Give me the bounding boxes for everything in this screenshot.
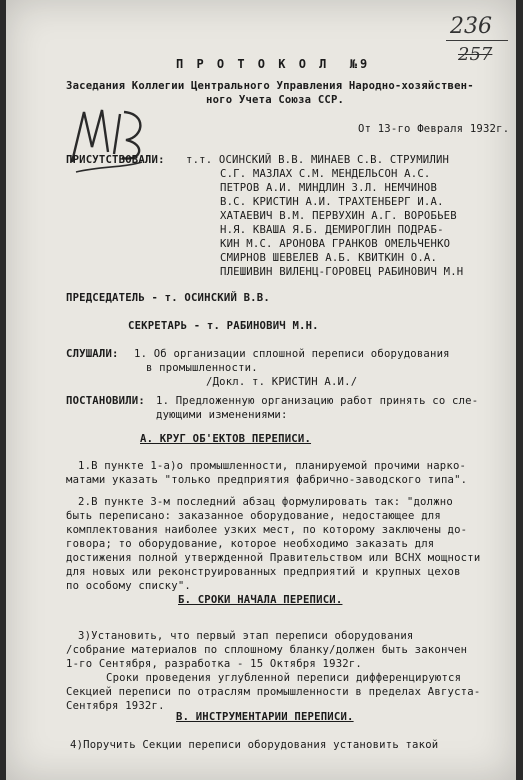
attendees-line: ПЛЕШИВИН ВИЛЕНЦ-ГОРОВЕЦ РАБИНОВИЧ М.Н [220, 266, 464, 278]
para2-line: говора; то оборудование, которое необходимо заказать для [66, 538, 435, 550]
section-a-heading: А. КРУГ ОБ'ЕКТОВ ПЕРЕПИСИ. [140, 433, 312, 445]
attendees-line: С.Г. МАЗЛАХ С.М. МЕНДЕЛЬСОН А.С. [220, 168, 431, 180]
protocol-title: П Р О Т О К О Л №9 [176, 57, 371, 71]
archive-number-top: 236 [450, 14, 492, 39]
para3-line: 3)Установить, что первый этап переписи оборудования [78, 630, 414, 642]
chairman-line: ПРЕДСЕДАТЕЛЬ - т. ОСИНСКИЙ В.В. [66, 292, 270, 304]
para2-line: комплектования наиболее узких мест, по которому заключены до- [66, 524, 468, 536]
para4-line: Сентября 1932г. [66, 700, 165, 712]
attendees-line: В.С. КРИСТИН А.И. ТРАХТЕНБЕРГ И.А. [220, 196, 444, 208]
resolved-line: дующими изменениями: [156, 409, 288, 421]
heard-line: 1. Об организации сплошной переписи оборудования [134, 348, 450, 360]
attendees-line: ПЕТРОВ А.И. МИНДЛИН З.Л. НЕМЧИНОВ [220, 182, 438, 194]
attendees-line: СМИРНОВ ШЕВЕЛЕВ А.Б. КВИТКИН О.А. [220, 252, 438, 264]
para2-line: 2.В пункте 3-м последний абзац формулировать так: "должно [78, 496, 453, 508]
attendees-line: КИН М.С. АРОНОВА ГРАНКОВ ОМЕЛЬЧЕНКО [220, 238, 451, 250]
section-b-heading: Б. СРОКИ НАЧАЛА ПЕРЕПИСИ. [178, 594, 343, 606]
heard-line: в промышленности. [146, 362, 258, 374]
heard-line: /Докл. т. КРИСТИН А.И./ [206, 376, 358, 388]
document-page [6, 0, 516, 780]
meeting-date: От 13-го Февраля 1932г. [358, 123, 510, 135]
resolved-label: ПОСТАНОВИЛИ: [66, 395, 145, 407]
para3-line: /собрание материалов по сплошному бланку/должен быть закончен [66, 644, 468, 656]
attendees-line: т.т. ОСИНСКИЙ В.В. МИНАЕВ С.В. СТРУМИЛИН [186, 154, 450, 166]
para4-line: Сроки проведения углубленной переписи дифференцируются [106, 672, 462, 684]
archive-number-bottom: 257 [458, 44, 493, 65]
para5-line: 4)Поручить Секции переписи оборудования установить такой [70, 739, 439, 751]
attendees-label: ПРИСУТСТВОВАЛИ: [66, 154, 165, 166]
subtitle-line-2: ного Учета Союза ССР. [206, 94, 345, 106]
heard-label: СЛУШАЛИ: [66, 348, 119, 360]
archive-strike-line [446, 40, 508, 41]
para2-line: достижения полной утвержденной Правительством или ВСНХ мощности [66, 552, 481, 564]
attendees-line: ХАТАЕВИЧ В.М. ПЕРВУХИН А.Г. ВОРОБЬЕВ [220, 210, 457, 222]
resolved-line: 1. Предложенную организацию работ принять со сле- [156, 395, 479, 407]
subtitle-line-1: Заседания Коллегии Центрального Управления Народно-хозяйствен- [66, 80, 474, 92]
para1-line: 1.В пункте 1-а)о промышленности, планируемой прочими нарко- [78, 460, 467, 472]
section-c-heading: В. ИНСТРУМЕНТАРИИ ПЕРЕПИСИ. [176, 711, 354, 723]
para2-line: быть переписано: заказанное оборудование, недостающее для [66, 510, 441, 522]
para1-line: матами указать "только предприятия фабрично-заводского типа". [66, 474, 468, 486]
attendees-line: Н.Я. КВАША Я.Б. ДЕМИРОГЛИН ПОДРАБ- [220, 224, 444, 236]
para2-line: для новых или реконструированных предприятий и крупных цехов [66, 566, 461, 578]
para4-line: Секцией переписи по отраслям промышленности в пределах Августа- [66, 686, 481, 698]
para2-line: по особому списку". [66, 580, 191, 592]
handwritten-mark [62, 92, 152, 182]
secretary-line: СЕКРЕТАРЬ - т. РАБИНОВИЧ М.Н. [128, 320, 319, 332]
para3-line: 1-го Сентября, разработка - 15 Октября 1932г. [66, 658, 363, 670]
